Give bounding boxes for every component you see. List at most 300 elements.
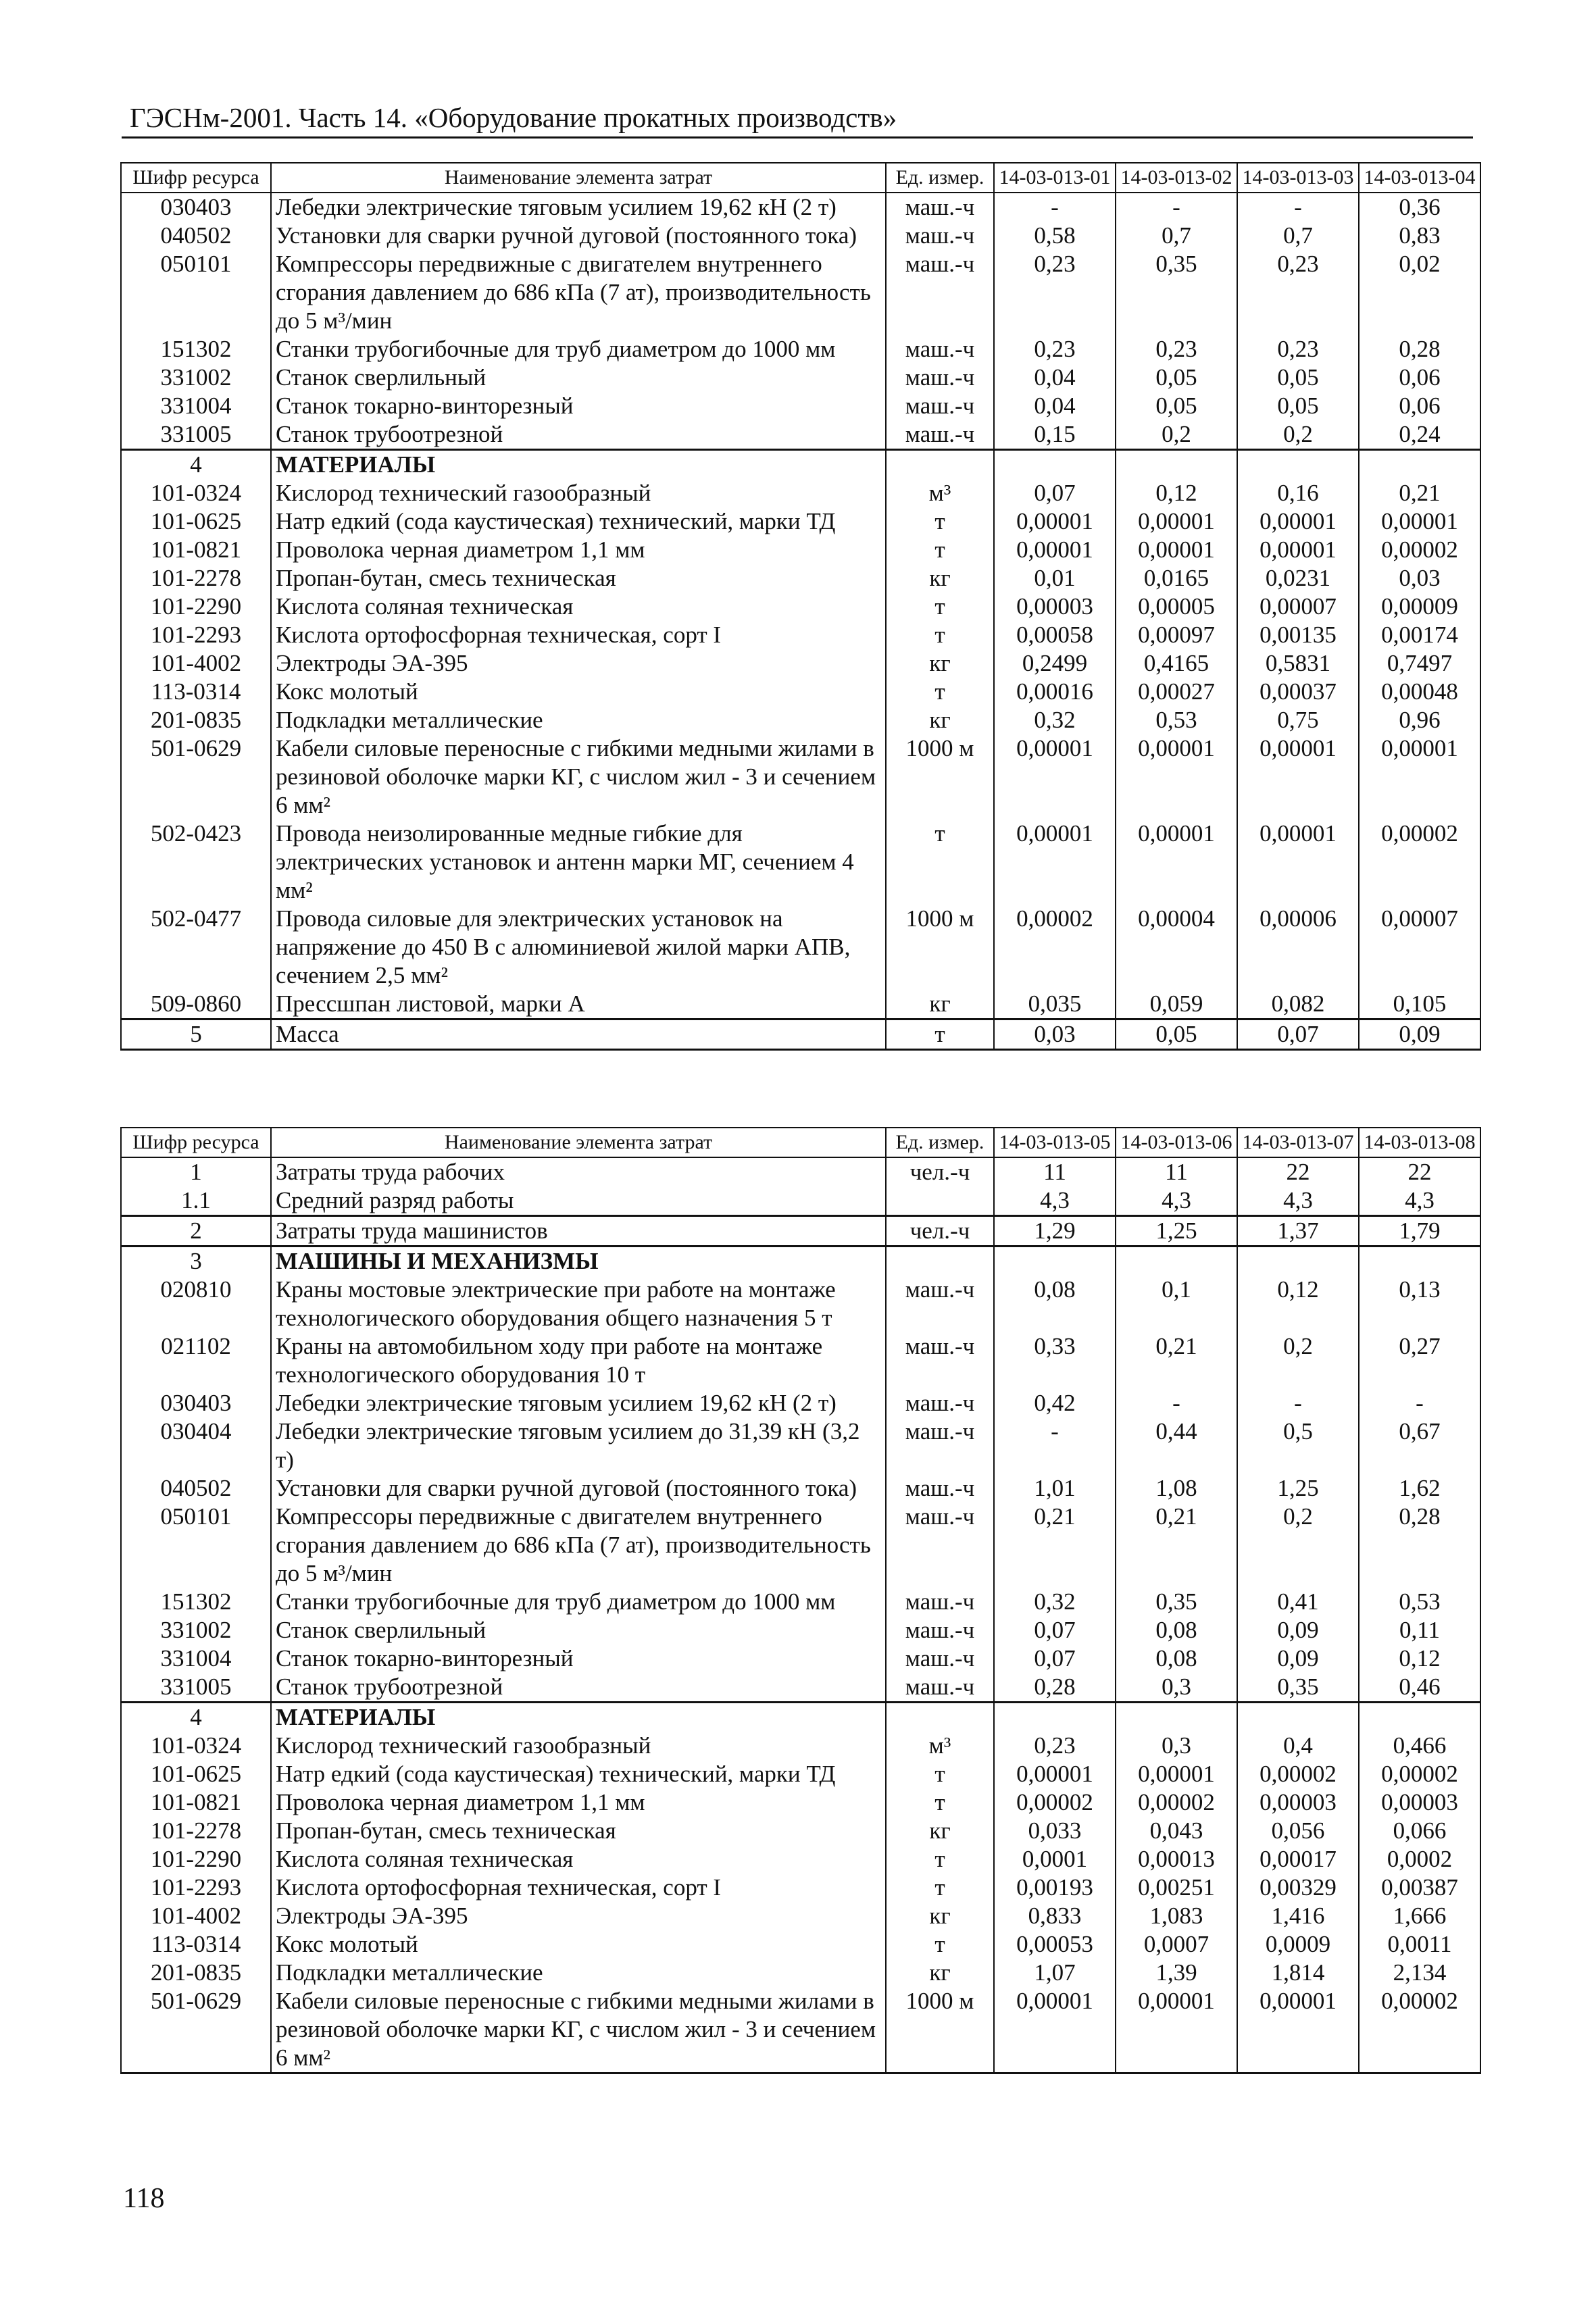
table-row xyxy=(121,1873,1480,1902)
norm-value-cell: 0,1 xyxy=(1116,1276,1237,1332)
resource-name-cell: Компрессоры передвижные с двигателем внутреннего сгорания давлением до 686 кПа (7 ат), производительность до 5 м³/мин xyxy=(271,250,886,335)
section-title-cell: МАШИНЫ И МЕХАНИЗМЫ xyxy=(271,1247,886,1276)
table-row xyxy=(121,1389,1480,1417)
unit-cell: т xyxy=(886,678,994,706)
resource-code-cell: 101-0821 xyxy=(121,1788,271,1817)
norm-value-cell: 0,00001 xyxy=(1116,820,1237,905)
table-row xyxy=(121,1474,1480,1503)
norm-value-cell: 4,3 xyxy=(1237,1186,1359,1216)
norm-value-cell: 0,06 xyxy=(1359,363,1480,392)
resource-code-cell: 509-0860 xyxy=(121,990,271,1020)
norm-value-cell: 0,0011 xyxy=(1359,1930,1480,1959)
col-name-header: Наименование элемента затрат xyxy=(271,163,886,193)
resource-name-cell: Электроды ЭА-395 xyxy=(271,649,886,678)
table-row xyxy=(121,564,1480,593)
table-row xyxy=(121,820,1480,905)
resource-code-cell: 050101 xyxy=(121,250,271,335)
norm-value-cell: 0,00001 xyxy=(1237,734,1359,820)
norm-value-cell: 0,21 xyxy=(1359,479,1480,507)
table-row xyxy=(121,1588,1480,1616)
col-norm-header: 14-03-013-04 xyxy=(1359,163,1480,193)
norm-value-cell: - xyxy=(1237,1389,1359,1417)
unit-cell: м³ xyxy=(886,479,994,507)
table-row xyxy=(121,734,1480,820)
table-row xyxy=(121,1817,1480,1845)
resource-code-cell: 5 xyxy=(121,1020,271,1050)
unit-cell xyxy=(886,1186,994,1216)
col-unit-header: Ед. измер. xyxy=(886,1128,994,1157)
unit-cell: маш.-ч xyxy=(886,392,994,420)
resource-name-cell: Пропан-бутан, смесь техническая xyxy=(271,564,886,593)
norm-value-cell: 0,059 xyxy=(1116,990,1237,1020)
norm-value-cell: 0,00001 xyxy=(1237,1987,1359,2073)
table-row xyxy=(121,1332,1480,1389)
norm-value-cell: 0,21 xyxy=(994,1503,1116,1588)
norm-value-cell: 0,00174 xyxy=(1359,621,1480,649)
norm-value-cell: 0,58 xyxy=(994,222,1116,250)
unit-cell: т xyxy=(886,536,994,564)
norm-value-cell: 0,00001 xyxy=(1237,820,1359,905)
norm-value-cell: 0,02 xyxy=(1359,250,1480,335)
norm-value-cell: 0,105 xyxy=(1359,990,1480,1020)
norm-value-cell: 1,814 xyxy=(1237,1959,1359,1987)
norm-value-cell: 0,2 xyxy=(1237,1332,1359,1389)
norm-value-cell xyxy=(1359,1247,1480,1276)
resource-code-cell: 030404 xyxy=(121,1417,271,1474)
resource-name-cell: Кислород технический газообразный xyxy=(271,1732,886,1760)
norm-value-cell: 0,67 xyxy=(1359,1417,1480,1474)
unit-cell: т xyxy=(886,1788,994,1817)
norm-value-cell: 0,15 xyxy=(994,420,1116,450)
resource-code-cell: 021102 xyxy=(121,1332,271,1389)
norm-value-cell: 0,0165 xyxy=(1116,564,1237,593)
table-row xyxy=(121,1417,1480,1474)
norm-value-cell: 0,00387 xyxy=(1359,1873,1480,1902)
norm-value-cell: 0,05 xyxy=(1237,392,1359,420)
resource-code-cell: 201-0835 xyxy=(121,1959,271,1987)
col-norm-header: 14-03-013-07 xyxy=(1237,1128,1359,1157)
unit-cell: т xyxy=(886,507,994,536)
norm-value-cell: 0,00037 xyxy=(1237,678,1359,706)
norm-value-cell: - xyxy=(1116,193,1237,222)
norm-value-cell: 0,5831 xyxy=(1237,649,1359,678)
norm-value-cell: 0,83 xyxy=(1359,222,1480,250)
table-row xyxy=(121,1503,1480,1588)
norm-value-cell: 0,32 xyxy=(994,1588,1116,1616)
unit-cell: маш.-ч xyxy=(886,335,994,363)
resource-name-cell: Краны мостовые электрические при работе на монтаже технологического оборудования общего назначения 5 т xyxy=(271,1276,886,1332)
norm-value-cell: 0,00005 xyxy=(1116,593,1237,621)
unit-cell: т xyxy=(886,1760,994,1788)
norm-value-cell: 0,00048 xyxy=(1359,678,1480,706)
norm-value-cell: 0,08 xyxy=(994,1276,1116,1332)
norm-value-cell: 0,03 xyxy=(994,1020,1116,1050)
norm-value-cell: 0,27 xyxy=(1359,1332,1480,1389)
unit-cell: кг xyxy=(886,706,994,734)
norm-value-cell: 0,00002 xyxy=(1359,1760,1480,1788)
unit-cell: маш.-ч xyxy=(886,1332,994,1389)
unit-cell xyxy=(886,1247,994,1276)
norm-value-cell: 0,00001 xyxy=(1116,536,1237,564)
norm-value-cell: 0,05 xyxy=(1116,392,1237,420)
table-row xyxy=(121,507,1480,536)
norm-value-cell: 0,75 xyxy=(1237,706,1359,734)
norm-value-cell xyxy=(1359,1703,1480,1732)
table-row xyxy=(121,479,1480,507)
resource-code-cell: 101-2290 xyxy=(121,593,271,621)
norm-value-cell: 0,00097 xyxy=(1116,621,1237,649)
norm-value-cell: 1,29 xyxy=(994,1216,1116,1247)
resource-code-cell: 4 xyxy=(121,450,271,480)
norm-value-cell: 0,46 xyxy=(1359,1673,1480,1703)
norm-value-cell: 0,35 xyxy=(1116,1588,1237,1616)
resource-name-cell: Станок токарно-винторезный xyxy=(271,1644,886,1673)
norm-value-cell: 0,07 xyxy=(1237,1020,1359,1050)
table-row xyxy=(121,1732,1480,1760)
resource-code-cell: 331005 xyxy=(121,420,271,450)
norm-value-cell: 0,00001 xyxy=(1359,734,1480,820)
norm-value-cell: 22 xyxy=(1359,1157,1480,1186)
norm-value-cell: 0,833 xyxy=(994,1902,1116,1930)
norm-value-cell: 2,134 xyxy=(1359,1959,1480,1987)
unit-cell: т xyxy=(886,1873,994,1902)
resource-code-cell: 050101 xyxy=(121,1503,271,1588)
resource-code-cell: 101-0324 xyxy=(121,479,271,507)
norm-value-cell: 0,5 xyxy=(1237,1417,1359,1474)
resource-name-cell: Станок сверлильный xyxy=(271,363,886,392)
norm-value-cell: 0,00017 xyxy=(1237,1845,1359,1873)
norm-value-cell: 0,00001 xyxy=(1116,507,1237,536)
table-row xyxy=(121,1987,1480,2073)
norm-value-cell: 0,03 xyxy=(1359,564,1480,593)
unit-cell: маш.-ч xyxy=(886,1616,994,1644)
resource-name-cell: Подкладки металлические xyxy=(271,706,886,734)
table-row xyxy=(121,621,1480,649)
norm-value-cell: 0,00004 xyxy=(1116,905,1237,990)
resource-code-cell: 3 xyxy=(121,1247,271,1276)
unit-cell: т xyxy=(886,593,994,621)
table-row xyxy=(121,649,1480,678)
resource-name-cell: Электроды ЭА-395 xyxy=(271,1902,886,1930)
norm-value-cell: 0,00001 xyxy=(1116,734,1237,820)
unit-cell: маш.-ч xyxy=(886,420,994,450)
norm-value-cell xyxy=(1237,1247,1359,1276)
unit-cell: кг xyxy=(886,564,994,593)
resource-code-cell: 331002 xyxy=(121,363,271,392)
norms-table-1 xyxy=(120,162,1481,1051)
norm-value-cell: 1,39 xyxy=(1116,1959,1237,1987)
col-norm-header: 14-03-013-06 xyxy=(1116,1128,1237,1157)
norm-value-cell: 0,00135 xyxy=(1237,621,1359,649)
norm-value-cell: 0,056 xyxy=(1237,1817,1359,1845)
col-norm-header: 14-03-013-03 xyxy=(1237,163,1359,193)
resource-name-cell: Краны на автомобильном ходу при работе на монтаже технологического оборудования 10 т xyxy=(271,1332,886,1389)
norm-value-cell: 0,00002 xyxy=(994,905,1116,990)
resource-code-cell: 1 xyxy=(121,1157,271,1186)
norm-value-cell: 0,00002 xyxy=(1359,1987,1480,2073)
norm-value-cell: 0,00006 xyxy=(1237,905,1359,990)
norm-value-cell xyxy=(994,450,1116,480)
unit-cell xyxy=(886,450,994,480)
resource-name-cell: Затраты труда машинистов xyxy=(271,1216,886,1247)
resource-name-cell: Кабели силовые переносные с гибкими медными жилами в резиновой оболочке марки КГ, с числом жил - 3 и сечением 6 мм² xyxy=(271,734,886,820)
section-row xyxy=(121,1247,1480,1276)
table-row xyxy=(121,593,1480,621)
norm-value-cell: 0,7 xyxy=(1116,222,1237,250)
unit-cell: кг xyxy=(886,1817,994,1845)
norm-value-cell: 0,00053 xyxy=(994,1930,1116,1959)
norm-value-cell: 1,666 xyxy=(1359,1902,1480,1930)
norm-value-cell: 0,2 xyxy=(1116,420,1237,450)
resource-name-cell: Кислота соляная техническая xyxy=(271,1845,886,1873)
norm-value-cell: 1,01 xyxy=(994,1474,1116,1503)
norm-value-cell: 0,23 xyxy=(1237,335,1359,363)
resource-name-cell: Масса xyxy=(271,1020,886,1050)
unit-cell: маш.-ч xyxy=(886,193,994,222)
unit-cell: маш.-ч xyxy=(886,1276,994,1332)
resource-name-cell: Станок трубоотрезной xyxy=(271,1673,886,1703)
norm-value-cell: 0,23 xyxy=(1116,335,1237,363)
unit-cell: маш.-ч xyxy=(886,222,994,250)
norm-value-cell: 0,00009 xyxy=(1359,593,1480,621)
col-code-header: Шифр ресурса xyxy=(121,163,271,193)
resource-name-cell: Станок токарно-винторезный xyxy=(271,392,886,420)
norm-value-cell: 1,25 xyxy=(1116,1216,1237,1247)
norm-value-cell: 0,28 xyxy=(1359,1503,1480,1588)
norm-value-cell: 0,01 xyxy=(994,564,1116,593)
norm-value-cell: 0,00002 xyxy=(1359,820,1480,905)
resource-code-cell: 502-0477 xyxy=(121,905,271,990)
table-row xyxy=(121,250,1480,335)
norm-value-cell: 0,05 xyxy=(1237,363,1359,392)
table-row xyxy=(121,1186,1480,1216)
norm-value-cell: 0,4 xyxy=(1237,1732,1359,1760)
table-body xyxy=(121,1157,1480,2073)
unit-cell: т xyxy=(886,1845,994,1873)
table-row xyxy=(121,678,1480,706)
resource-name-cell: Станок трубоотрезной xyxy=(271,420,886,450)
resource-code-cell: 101-0324 xyxy=(121,1732,271,1760)
norm-value-cell: 0,00007 xyxy=(1359,905,1480,990)
unit-cell: т xyxy=(886,1930,994,1959)
norm-value-cell: 0,42 xyxy=(994,1389,1116,1417)
table-row xyxy=(121,335,1480,363)
norm-value-cell: 0,082 xyxy=(1237,990,1359,1020)
norm-value-cell: 4,3 xyxy=(1116,1186,1237,1216)
norm-value-cell xyxy=(1116,1247,1237,1276)
resource-code-cell: 030403 xyxy=(121,193,271,222)
unit-cell: маш.-ч xyxy=(886,1417,994,1474)
norm-value-cell: 0,00001 xyxy=(994,1987,1116,2073)
unit-cell: кг xyxy=(886,1902,994,1930)
resource-code-cell: 030403 xyxy=(121,1389,271,1417)
unit-cell: кг xyxy=(886,1959,994,1987)
norm-value-cell: 0,16 xyxy=(1237,479,1359,507)
resource-code-cell: 201-0835 xyxy=(121,706,271,734)
col-norm-header: 14-03-013-02 xyxy=(1116,163,1237,193)
resource-name-cell: Средний разряд работы xyxy=(271,1186,886,1216)
norm-value-cell: 0,7 xyxy=(1237,222,1359,250)
unit-cell: м³ xyxy=(886,1732,994,1760)
table-row xyxy=(121,1760,1480,1788)
norm-value-cell: 0,12 xyxy=(1359,1644,1480,1673)
norm-value-cell: 0,23 xyxy=(994,335,1116,363)
unit-cell: 1000 м xyxy=(886,734,994,820)
norm-value-cell xyxy=(1237,450,1359,480)
resource-name-cell: Установки для сварки ручной дуговой (постоянного тока) xyxy=(271,222,886,250)
resource-name-cell: Кокс молотый xyxy=(271,678,886,706)
table-header-row xyxy=(121,163,1480,193)
norm-value-cell: 0,00002 xyxy=(1116,1788,1237,1817)
table-row xyxy=(121,1845,1480,1873)
norm-value-cell: 0,00027 xyxy=(1116,678,1237,706)
table-row xyxy=(121,392,1480,420)
resource-code-cell: 020810 xyxy=(121,1276,271,1332)
norm-value-cell: 0,00058 xyxy=(994,621,1116,649)
section-title-cell: МАТЕРИАЛЫ xyxy=(271,1703,886,1732)
norm-value-cell: 0,28 xyxy=(1359,335,1480,363)
norm-value-cell: 0,53 xyxy=(1116,706,1237,734)
unit-cell: маш.-ч xyxy=(886,1588,994,1616)
norm-value-cell: 1,07 xyxy=(994,1959,1116,1987)
table-body xyxy=(121,193,1480,1050)
table-row xyxy=(121,990,1480,1020)
norm-value-cell: 0,00001 xyxy=(1359,507,1480,536)
resource-name-cell: Кислород технический газообразный xyxy=(271,479,886,507)
resource-code-cell: 101-2278 xyxy=(121,1817,271,1845)
norm-value-cell xyxy=(994,1703,1116,1732)
norm-value-cell: 0,53 xyxy=(1359,1588,1480,1616)
resource-name-cell: Кислота соляная техническая xyxy=(271,593,886,621)
unit-cell: маш.-ч xyxy=(886,1474,994,1503)
norm-value-cell xyxy=(994,1247,1116,1276)
resource-code-cell: 502-0423 xyxy=(121,820,271,905)
page-number: 118 xyxy=(123,2183,165,2214)
norm-value-cell: 0,00001 xyxy=(994,536,1116,564)
norm-value-cell: 0,0007 xyxy=(1116,1930,1237,1959)
norm-value-cell: 0,35 xyxy=(1237,1673,1359,1703)
norm-value-cell: 22 xyxy=(1237,1157,1359,1186)
unit-cell: кг xyxy=(886,649,994,678)
section-row xyxy=(121,450,1480,480)
norm-value-cell: 0,033 xyxy=(994,1817,1116,1845)
norm-value-cell: 11 xyxy=(1116,1157,1237,1186)
resource-code-cell: 101-2290 xyxy=(121,1845,271,1873)
resource-name-cell: Провода неизолированные медные гибкие для электрических установок и антенн марки МГ, сечением 4 мм² xyxy=(271,820,886,905)
resource-code-cell: 1.1 xyxy=(121,1186,271,1216)
norm-value-cell: - xyxy=(1359,1389,1480,1417)
resource-code-cell: 101-4002 xyxy=(121,1902,271,1930)
resource-code-cell: 101-2293 xyxy=(121,1873,271,1902)
norm-value-cell: 0,06 xyxy=(1359,392,1480,420)
norm-value-cell: 1,25 xyxy=(1237,1474,1359,1503)
norm-value-cell: 0,21 xyxy=(1116,1332,1237,1389)
norm-value-cell: 1,37 xyxy=(1237,1216,1359,1247)
norm-value-cell: 0,00001 xyxy=(1116,1760,1237,1788)
norm-value-cell: 0,00001 xyxy=(1116,1987,1237,2073)
table-row xyxy=(121,1644,1480,1673)
unit-cell: маш.-ч xyxy=(886,1503,994,1588)
resource-name-cell: Кислота ортофосфорная техническая, сорт I xyxy=(271,621,886,649)
mass-row xyxy=(121,1020,1480,1050)
table-row xyxy=(121,363,1480,392)
norm-value-cell: 0,28 xyxy=(994,1673,1116,1703)
resource-name-cell: Натр едкий (сода каустическая) технический, марки ТД xyxy=(271,1760,886,1788)
norm-value-cell: - xyxy=(1237,193,1359,222)
unit-cell: кг xyxy=(886,990,994,1020)
norm-value-cell: 0,09 xyxy=(1237,1616,1359,1644)
resource-code-cell: 101-4002 xyxy=(121,649,271,678)
norm-value-cell: 0,00001 xyxy=(994,820,1116,905)
norm-value-cell: 0,32 xyxy=(994,706,1116,734)
norm-value-cell: 0,043 xyxy=(1116,1817,1237,1845)
norm-value-cell: 0,0231 xyxy=(1237,564,1359,593)
unit-cell: маш.-ч xyxy=(886,1389,994,1417)
norm-value-cell xyxy=(1116,450,1237,480)
section-title-cell: МАТЕРИАЛЫ xyxy=(271,450,886,480)
norm-value-cell: 0,96 xyxy=(1359,706,1480,734)
resource-name-cell: Провода силовые для электрических установок на напряжение до 450 В с алюминиевой жилой марки АПВ, сечением 2,5 мм² xyxy=(271,905,886,990)
resource-name-cell: Проволока черная диаметром 1,1 мм xyxy=(271,1788,886,1817)
norm-value-cell: 4,3 xyxy=(1359,1186,1480,1216)
norm-value-cell: 0,2 xyxy=(1237,420,1359,450)
table-row xyxy=(121,193,1480,222)
norm-value-cell: - xyxy=(994,1417,1116,1474)
norm-value-cell: 0,41 xyxy=(1237,1588,1359,1616)
resource-name-cell: Натр едкий (сода каустическая) технический, марки ТД xyxy=(271,507,886,536)
norm-value-cell: 0,09 xyxy=(1237,1644,1359,1673)
norm-value-cell: 0,00193 xyxy=(994,1873,1116,1902)
resource-code-cell: 501-0629 xyxy=(121,734,271,820)
norm-value-cell: 0,00007 xyxy=(1237,593,1359,621)
table-header-row xyxy=(121,1128,1480,1157)
section-row xyxy=(121,1703,1480,1732)
norm-value-cell: 0,09 xyxy=(1359,1020,1480,1050)
resource-code-cell: 040502 xyxy=(121,1474,271,1503)
resource-code-cell: 151302 xyxy=(121,1588,271,1616)
resource-name-cell: Лебедки электрические тяговым усилием до 31,39 кН (3,2 т) xyxy=(271,1417,886,1474)
norm-value-cell: 0,466 xyxy=(1359,1732,1480,1760)
norm-value-cell xyxy=(1359,450,1480,480)
unit-cell: маш.-ч xyxy=(886,363,994,392)
norm-value-cell: 0,12 xyxy=(1116,479,1237,507)
unit-cell: т xyxy=(886,621,994,649)
resource-name-cell: Подкладки металлические xyxy=(271,1959,886,1987)
norm-value-cell: 0,00001 xyxy=(994,1760,1116,1788)
table-row xyxy=(121,905,1480,990)
table-row xyxy=(121,1902,1480,1930)
resource-code-cell: 101-0821 xyxy=(121,536,271,564)
resource-name-cell: Лебедки электрические тяговым усилием 19,62 кН (2 т) xyxy=(271,193,886,222)
norm-value-cell: 0,13 xyxy=(1359,1276,1480,1332)
norm-value-cell: 0,0002 xyxy=(1359,1845,1480,1873)
norm-value-cell: 1,79 xyxy=(1359,1216,1480,1247)
table-row xyxy=(121,1959,1480,1987)
table-row xyxy=(121,1930,1480,1959)
table-row xyxy=(121,222,1480,250)
col-name-header: Наименование элемента затрат xyxy=(271,1128,886,1157)
table-row xyxy=(121,536,1480,564)
norm-value-cell: 0,04 xyxy=(994,363,1116,392)
col-norm-header: 14-03-013-05 xyxy=(994,1128,1116,1157)
resource-name-cell: Кабели силовые переносные с гибкими медными жилами в резиновой оболочке марки КГ, с числом жил - 3 и сечением 6 мм² xyxy=(271,1987,886,2073)
norm-value-cell: 0,04 xyxy=(994,392,1116,420)
table-row xyxy=(121,706,1480,734)
norm-value-cell: 0,33 xyxy=(994,1332,1116,1389)
table-row xyxy=(121,1157,1480,1186)
unit-cell: 1000 м xyxy=(886,1987,994,2073)
resource-name-cell: Установки для сварки ручной дуговой (постоянного тока) xyxy=(271,1474,886,1503)
